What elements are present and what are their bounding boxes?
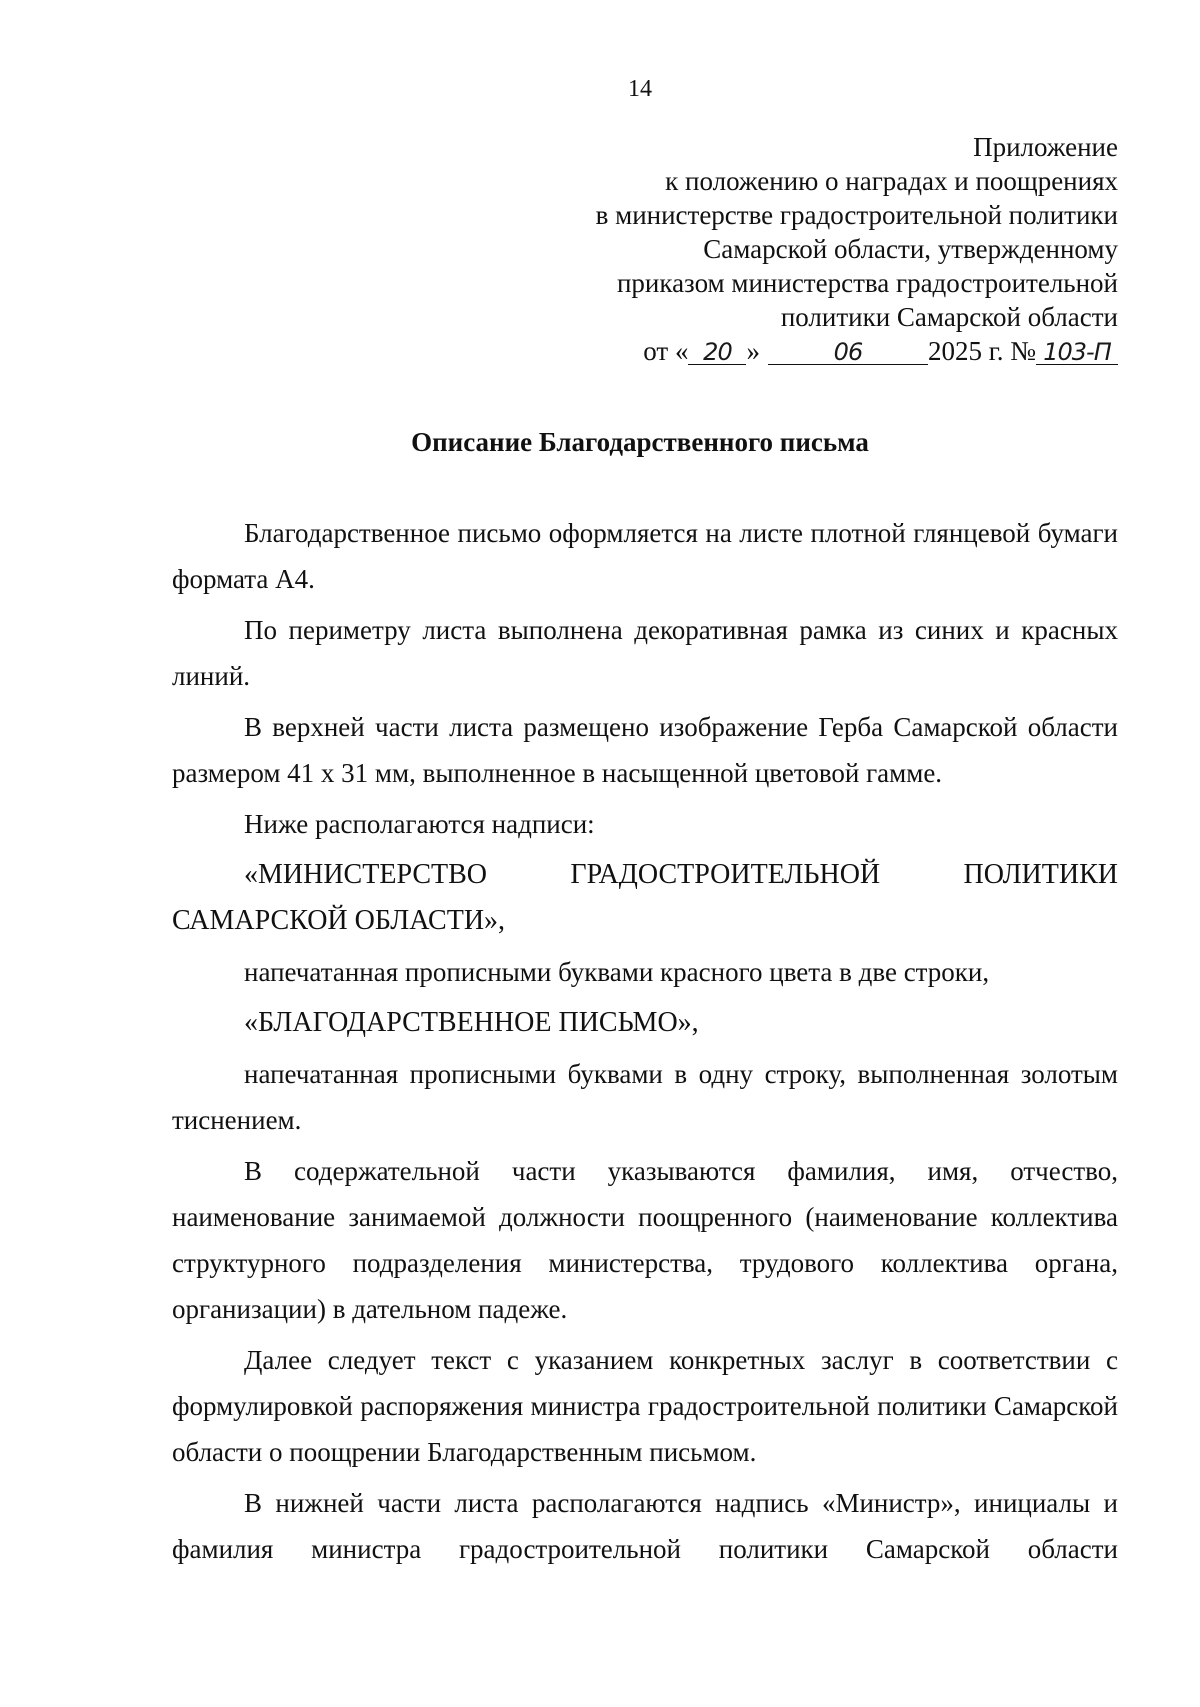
appendix-line: к положению о наградах и поощрениях [665, 166, 1118, 196]
paragraph: напечатанная прописными буквами в одну строку, выполненная золотым тиснением. [172, 1059, 1118, 1135]
caps-word: ПОЛИТИКИ [963, 859, 1118, 890]
appendix-line: в министерстве градостроительной политики [595, 200, 1118, 230]
paragraph: В верхней части листа размещено изображение Герба Самарской области размером 41 x 31 мм, выполненное в насыщенной цветовой гамме. [172, 712, 1118, 788]
paragraph: В содержательной части указываются фамилия, имя, отчество, наименование занимаемой должности поощренного (наименование коллектива структурного подразделения министерства, трудового коллектива органа, организации) в дательном падеже. [172, 1156, 1118, 1324]
ministry-name-line2: САМАРСКОЙ ОБЛАСТИ», [172, 905, 506, 936]
caps-word: «МИНИСТЕРСТВО [244, 859, 488, 890]
appendix-line: Приложение [973, 132, 1118, 162]
date-mid: » [746, 336, 760, 366]
handwritten-month: 06 [768, 340, 928, 365]
caps-word: ГРАДОСТРОИТЕЛЬНОЙ [570, 859, 881, 890]
handwritten-day: 20 [688, 340, 746, 365]
paragraph: Ниже располагаются надписи: [244, 809, 595, 839]
date-prefix: от « [643, 336, 689, 366]
paragraph: Благодарственное письмо оформляется на листе плотной глянцевой бумаги формата А4. [172, 518, 1118, 594]
ministry-name-line [172, 852, 1118, 898]
page-number: 14 [628, 76, 652, 102]
document-body [172, 510, 1118, 1577]
appendix-line: Самарской области, утвержденному [703, 234, 1118, 264]
document-title: Описание Благодарственного письма [411, 427, 869, 457]
handwritten-order-number: 103-П [1036, 340, 1118, 365]
year-text: 2025 г. № [927, 336, 1036, 366]
paragraph: напечатанная прописными буквами красного цвета в две строки, [244, 957, 990, 987]
letter-title-caps: «БЛАГОДАРСТВЕННОЕ ПИСЬМО», [244, 1007, 699, 1038]
paragraph: По периметру листа выполнена декоративная рамка из синих и красных линий. [172, 615, 1118, 691]
appendix-line: политики Самарской области [780, 302, 1118, 332]
order-date-line [418, 334, 1118, 368]
appendix-header [418, 130, 1118, 368]
paragraph: Далее следует текст с указанием конкретных заслуг в соответствии с формулировкой распоряжения министра градостроительной политики Самарской области о поощрении Благодарственным письмом. [172, 1345, 1118, 1467]
appendix-line: приказом министерства градостроительной [616, 268, 1118, 298]
paragraph: В нижней части листа располагаются надпись «Министр», инициалы и фамилия министра градостроительной политики Самарской области [172, 1488, 1118, 1564]
